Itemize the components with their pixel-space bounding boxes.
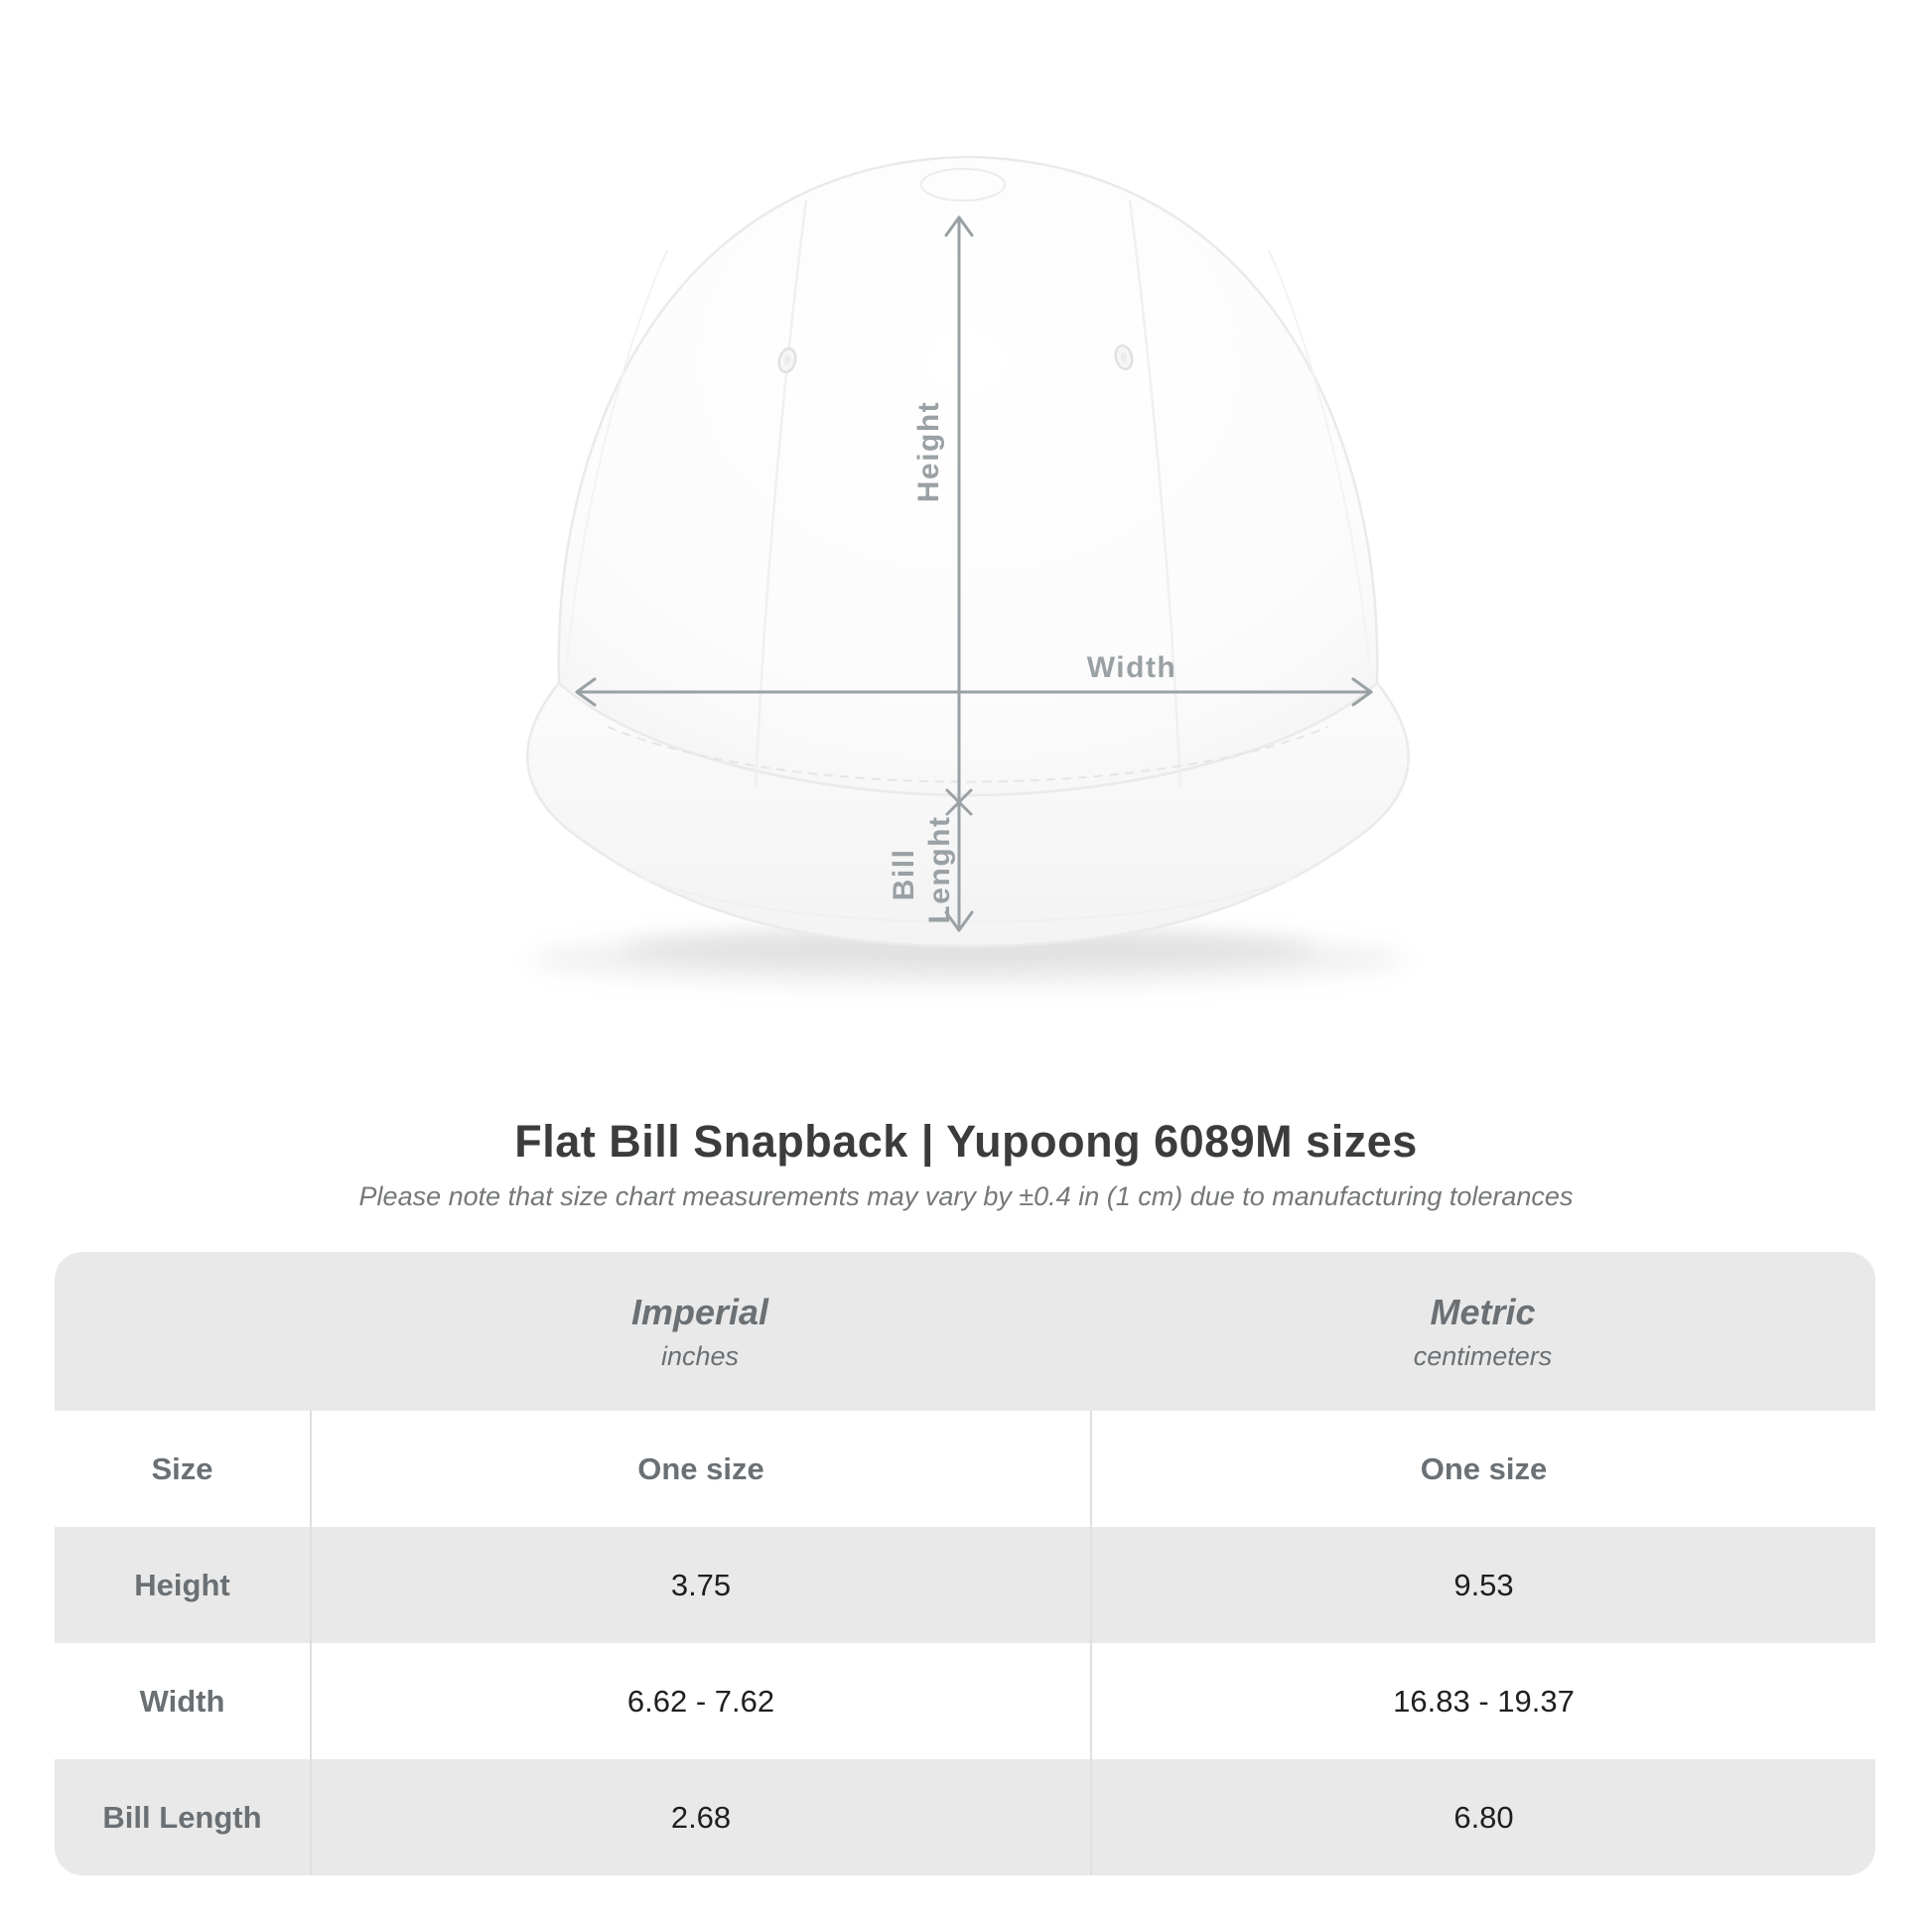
metric-unit: centimeters — [1413, 1340, 1553, 1371]
metric-header-cell — [1090, 1252, 1875, 1411]
size-chart-table — [55, 1252, 1875, 1875]
table-row — [55, 1411, 1875, 1527]
tolerance-note: Please note that size chart measurements may vary by ±0.4 in (1 cm) due to manufacturing tolerances — [358, 1181, 1574, 1211]
table-row — [55, 1643, 1875, 1759]
imperial-title: Imperial — [630, 1291, 769, 1332]
table-body — [55, 1411, 1875, 1875]
metric-value: One size — [1090, 1411, 1875, 1527]
imperial-value: 3.75 — [310, 1527, 1090, 1643]
hat-button — [921, 169, 1005, 201]
metric-value: 6.80 — [1090, 1759, 1875, 1875]
table-row — [55, 1759, 1875, 1875]
row-label: Height — [134, 1567, 230, 1602]
metric-value: 9.53 — [1090, 1527, 1875, 1643]
hat-crown — [559, 157, 1378, 795]
bill-length-label-line2: Lenght — [923, 815, 956, 924]
imperial-value: One size — [310, 1411, 1090, 1527]
header-spacer-cell — [55, 1252, 310, 1411]
row-label: Bill Length — [102, 1799, 262, 1835]
width-dimension-label: Width — [1086, 651, 1177, 684]
row-label: Size — [151, 1450, 213, 1486]
metric-title: Metric — [1430, 1291, 1536, 1332]
row-label: Width — [139, 1683, 225, 1719]
imperial-value: 6.62 - 7.62 — [310, 1643, 1090, 1759]
metric-value: 16.83 - 19.37 — [1090, 1643, 1875, 1759]
page-title: Flat Bill Snapback | Yupoong 6089M sizes — [514, 1116, 1418, 1167]
imperial-header-cell — [310, 1252, 1090, 1411]
imperial-value: 2.68 — [310, 1759, 1090, 1875]
imperial-unit: inches — [660, 1340, 740, 1371]
title-block — [0, 1116, 1932, 1212]
bill-length-label-line1: Bill — [888, 848, 920, 901]
table-header-row — [55, 1252, 1875, 1411]
table-row — [55, 1527, 1875, 1643]
height-dimension-label: Height — [912, 400, 945, 503]
